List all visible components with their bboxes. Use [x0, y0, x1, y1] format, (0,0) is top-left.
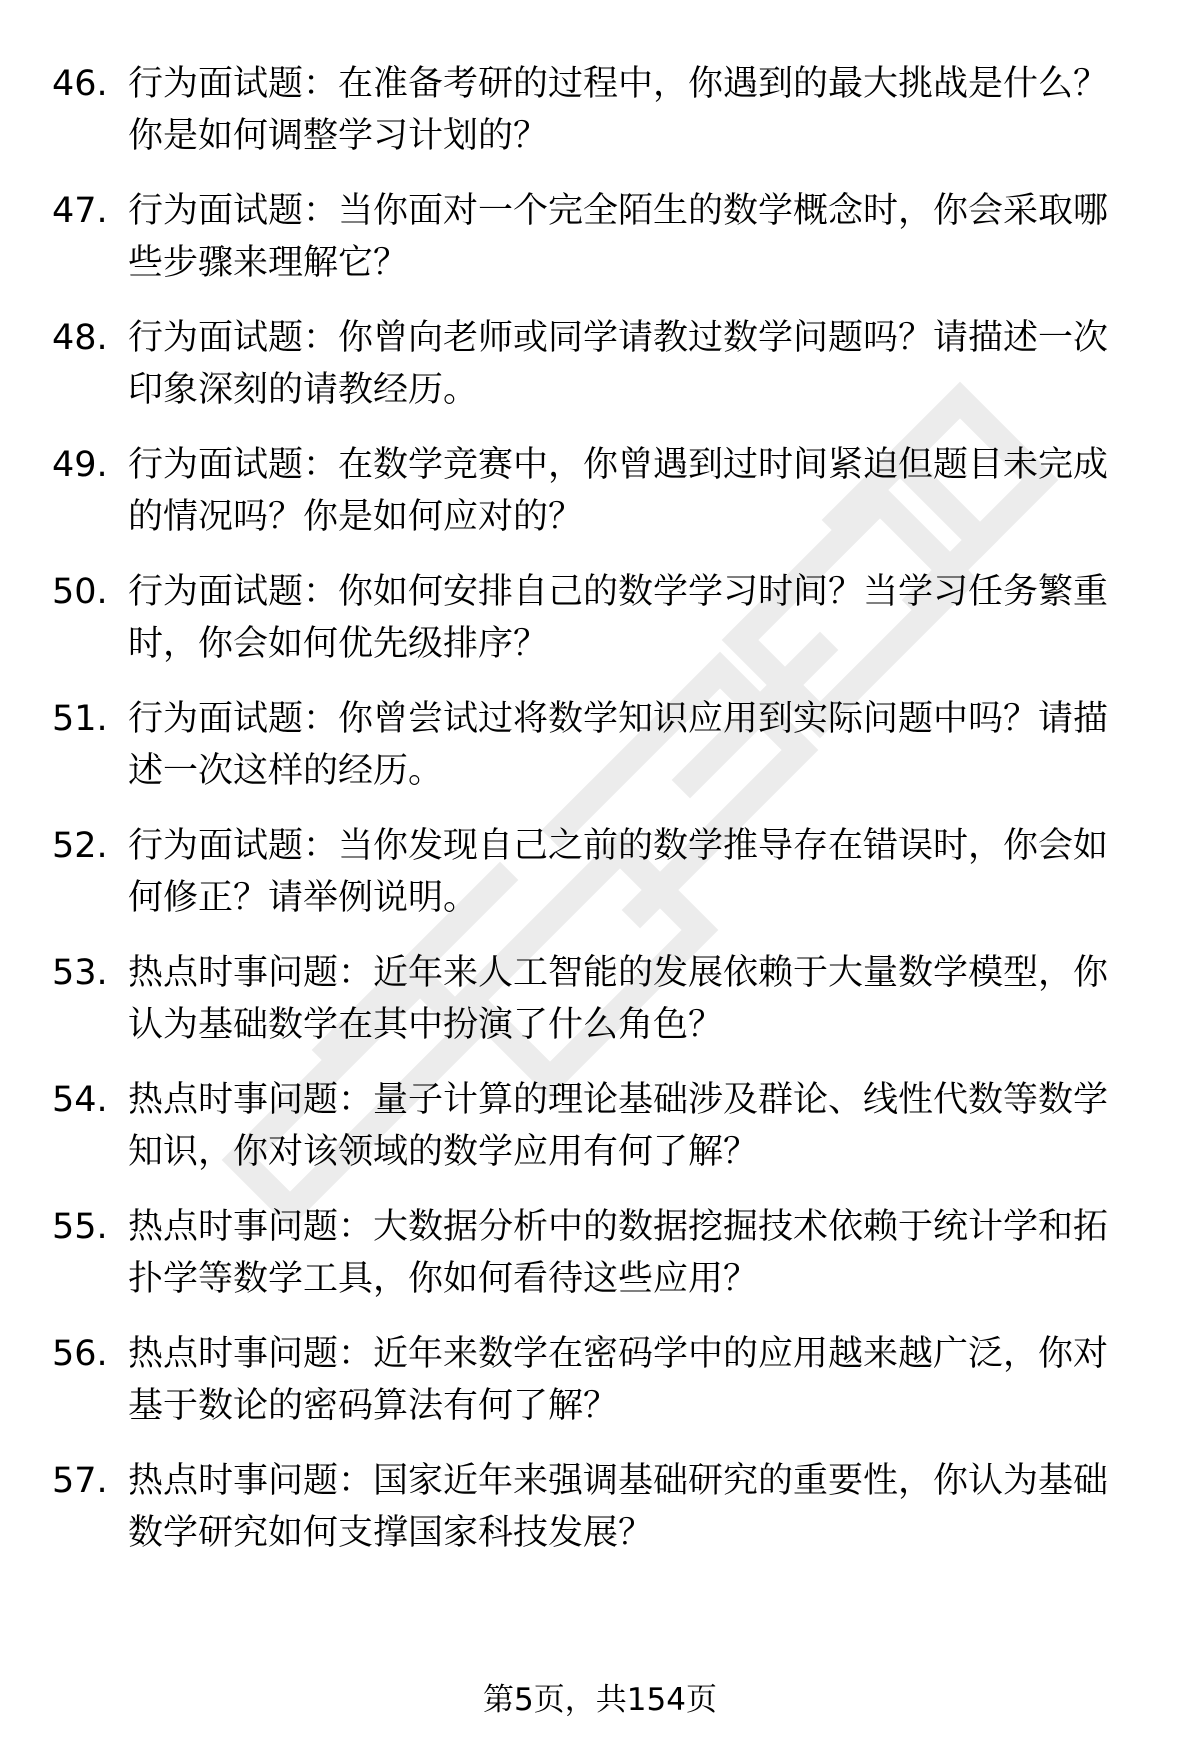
- question-number: 57.: [52, 1461, 108, 1501]
- question-text: 行为面试题：你曾向老师或同学请教过数学问题吗？请描述一次印象深刻的请教经历。: [128, 318, 1109, 410]
- question-item: [52, 185, 1142, 289]
- question-item: [52, 1074, 1142, 1178]
- question-number: 52.: [52, 826, 108, 866]
- page-footer: [0, 1680, 1200, 1720]
- question-number: 48.: [52, 318, 108, 358]
- question-item: [52, 439, 1142, 543]
- question-number: 46.: [52, 64, 108, 104]
- question-text: 行为面试题：当你面对一个完全陌生的数学概念时，你会采取哪些步骤来理解它？: [128, 191, 1109, 283]
- question-item: [52, 1455, 1142, 1559]
- question-item: [52, 820, 1142, 924]
- question-number: 51.: [52, 699, 108, 739]
- question-text: 热点时事问题：国家近年来强调基础研究的重要性，你认为基础数学研究如何支撑国家科技发展？: [128, 1461, 1109, 1553]
- question-text: 行为面试题：你如何安排自己的数学学习时间？当学习任务繁重时，你会如何优先级排序？: [128, 572, 1109, 664]
- question-text: 行为面试题：当你发现自己之前的数学推导存在错误时，你会如何修正？请举例说明。: [128, 826, 1109, 918]
- page-number-label: 第5页，共154页: [483, 1682, 717, 1718]
- question-item: [52, 693, 1142, 797]
- question-number: 53.: [52, 953, 108, 993]
- question-item: [52, 566, 1142, 670]
- question-number: 47.: [52, 191, 108, 231]
- question-item: [52, 312, 1142, 416]
- question-number: 50.: [52, 572, 108, 612]
- question-text: 热点时事问题：近年来人工智能的发展依赖于大量数学模型，你认为基础数学在其中扮演了什么角色？: [128, 953, 1109, 1045]
- question-number: 55.: [52, 1207, 108, 1247]
- question-text: 热点时事问题：近年来数学在密码学中的应用越来越广泛，你对基于数论的密码算法有何了解？: [128, 1334, 1109, 1426]
- question-text: 热点时事问题：大数据分析中的数据挖掘技术依赖于统计学和拓扑学等数学工具，你如何看待这些应用？: [128, 1207, 1109, 1299]
- question-list: [52, 58, 1142, 1582]
- question-item: [52, 1328, 1142, 1432]
- question-number: 54.: [52, 1080, 108, 1120]
- question-number: 56.: [52, 1334, 108, 1374]
- question-item: [52, 1201, 1142, 1305]
- question-number: 49.: [52, 445, 108, 485]
- question-text: 行为面试题：在准备考研的过程中，你遇到的最大挑战是什么？你是如何调整学习计划的？: [128, 64, 1109, 156]
- question-item: [52, 58, 1142, 162]
- question-text: 行为面试题：在数学竞赛中，你曾遇到过时间紧迫但题目未完成的情况吗？你是如何应对的？: [128, 445, 1109, 537]
- question-text: 行为面试题：你曾尝试过将数学知识应用到实际问题中吗？请描述一次这样的经历。: [128, 699, 1109, 791]
- question-item: [52, 947, 1142, 1051]
- question-text: 热点时事问题：量子计算的理论基础涉及群论、线性代数等数学知识，你对该领域的数学应用有何了解？: [128, 1080, 1109, 1172]
